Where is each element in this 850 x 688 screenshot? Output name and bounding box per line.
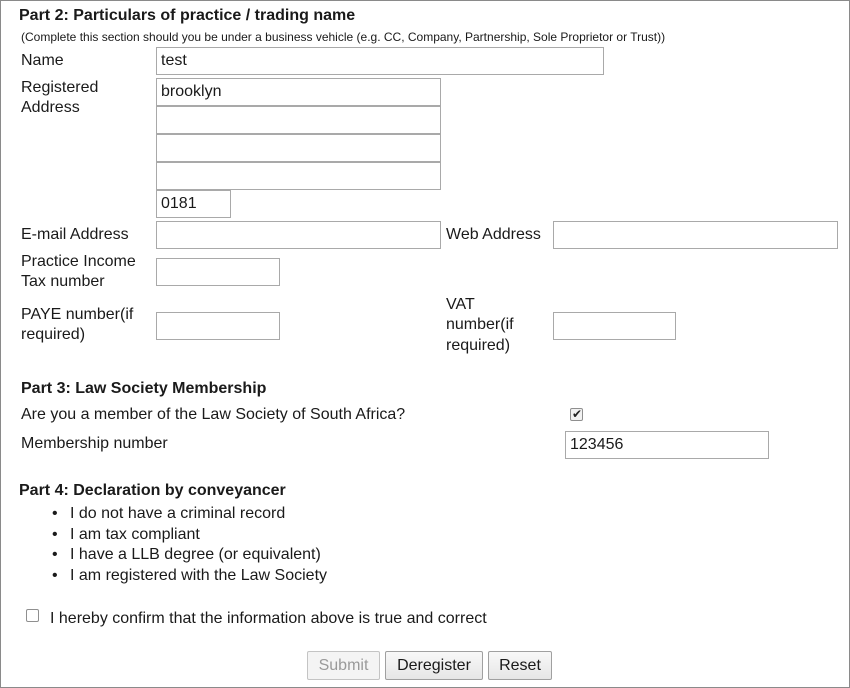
vat-label-line2: number(if (446, 316, 514, 333)
address-line4-input[interactable] (156, 162, 441, 190)
paye-label-line1: PAYE number(if (21, 306, 134, 323)
list-item: • I am tax compliant (52, 525, 200, 543)
address-label-line2: Address (21, 99, 80, 116)
web-address-label: Web Address (446, 226, 541, 243)
email-label: E-mail Address (21, 226, 129, 243)
declaration-list (52, 504, 327, 586)
membership-number-input[interactable] (565, 431, 769, 459)
bullet-icon: • (52, 505, 58, 522)
list-item: • I do not have a criminal record (52, 505, 286, 522)
income-tax-label-line1: Practice Income (21, 253, 136, 270)
paye-label-line2: required) (21, 326, 86, 343)
membership-number-label: Membership number (21, 435, 168, 452)
address-line3-input[interactable] (156, 134, 441, 162)
email-input[interactable] (156, 221, 441, 249)
income-tax-input[interactable] (156, 258, 280, 286)
part2-note: (Complete this section should you be under a business vehicle (e.g. CC, Company, Partnership, Sole Proprietor or Trust)) (21, 30, 666, 44)
list-item: • I have a LLB degree (or equivalent) (52, 546, 321, 563)
deregister-button[interactable]: Deregister (385, 651, 483, 680)
member-checkbox[interactable] (570, 408, 583, 421)
name-label: Name (21, 52, 64, 69)
bullet-icon: • (52, 566, 58, 584)
submit-button[interactable]: Submit (307, 651, 380, 680)
confirm-label: I hereby confirm that the information above is true and correct (50, 610, 487, 627)
vat-label-line1: VAT (446, 296, 475, 313)
list-item: • I am registered with the Law Society (52, 566, 328, 584)
part4-heading: Part 4: Declaration by conveyancer (19, 482, 286, 499)
check-icon: ✔ (572, 407, 583, 421)
name-input[interactable] (156, 47, 604, 75)
web-address-input[interactable] (553, 221, 838, 249)
address-line2-input[interactable] (156, 106, 441, 134)
vat-input[interactable] (553, 312, 676, 340)
bullet-icon: • (52, 546, 58, 563)
member-question-label: Are you a member of the Law Society of South Africa? (21, 406, 406, 423)
part2-heading: Part 2: Particulars of practice / trading name (19, 7, 356, 24)
vat-label-line3: required) (446, 337, 511, 354)
paye-input[interactable] (156, 312, 280, 340)
bullet-icon: • (52, 525, 58, 543)
income-tax-label-line2: Tax number (21, 273, 105, 290)
part3-heading: Part 3: Law Society Membership (21, 380, 267, 397)
address-line1-input[interactable] (156, 78, 441, 106)
reset-button[interactable]: Reset (488, 651, 552, 680)
address-label-line1: Registered (21, 79, 99, 96)
postal-code-input[interactable] (156, 190, 231, 218)
confirm-checkbox[interactable] (26, 609, 39, 622)
